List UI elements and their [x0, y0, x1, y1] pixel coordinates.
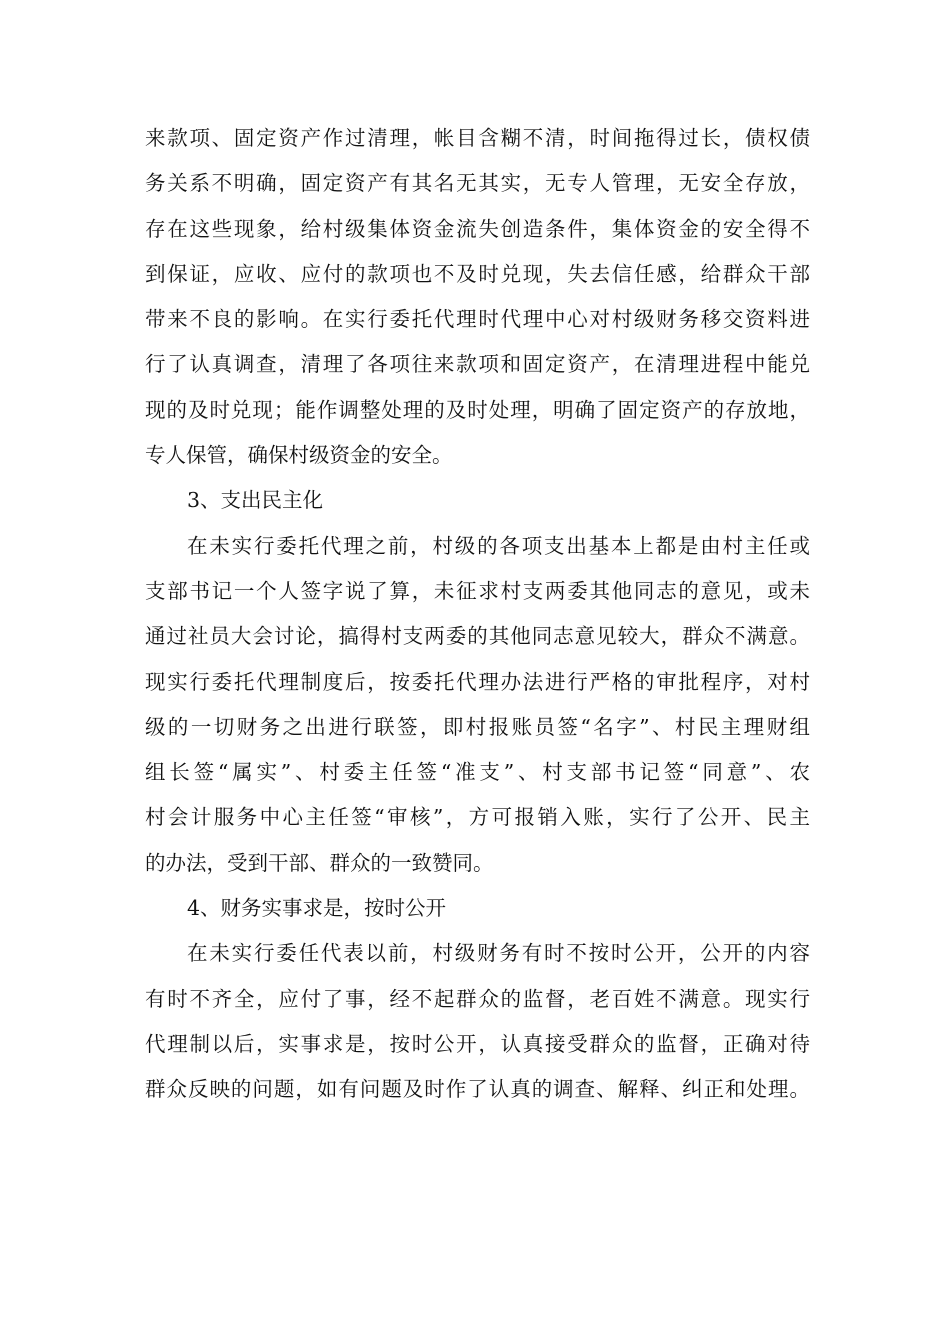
text-line: 级的一切财务之出进行联签，即村报账员签“名字”、村民主理财组	[145, 714, 810, 739]
paragraph-start-line: 在未实行委托代理之前，村级的各项支出基本上都是由村主任或	[187, 533, 810, 558]
section-heading-4: 4、财务实事求是，按时公开	[187, 896, 447, 921]
section-heading-3: 3、支出民主化	[187, 488, 324, 513]
text-line: 到保证，应收、应付的款项也不及时兑现，失去信任感，给群众干部	[145, 261, 810, 286]
text-line: 带来不良的影响。在实行委托代理时代理中心对村级财务移交资料进	[145, 307, 810, 332]
text-line: 行了认真调查，清理了各项往来款项和固定资产，在清理进程中能兑	[145, 352, 810, 377]
paragraph-start-line: 在未实行委任代表以前，村级财务有时不按时公开，公开的内容	[187, 941, 810, 966]
text-line: 代理制以后，实事求是，按时公开，认真接受群众的监督，正确对待	[145, 1031, 810, 1056]
text-line: 存在这些现象，给村级集体资金流失创造条件，集体资金的安全得不	[145, 216, 810, 241]
text-line: 村会计服务中心主任签“审核”，方可报销入账，实行了公开、民主	[145, 805, 810, 830]
text-line: 通过社员大会讨论，搞得村支两委的其他同志意见较大，群众不满意。	[145, 624, 810, 649]
text-line: 支部书记一个人签字说了算，未征求村支两委其他同志的意见，或未	[145, 578, 810, 603]
text-line: 组长签“属实”、村委主任签“准支”、村支部书记签“同意”、农	[145, 760, 810, 785]
text-line: 现的及时兑现；能作调整处理的及时处理，明确了固定资产的存放地，	[145, 397, 810, 422]
paragraph-end-line: 的办法，受到干部、群众的一致赞同。	[145, 850, 494, 875]
text-line: 现实行委托代理制度后，按委托代理办法进行严格的审批程序，对村	[145, 669, 810, 694]
text-line: 来款项、固定资产作过清理，帐目含糊不清，时间拖得过长，债权债	[145, 126, 810, 150]
paragraph-end-line: 专人保管，确保村级资金的安全。	[145, 443, 453, 468]
document-body	[145, 116, 810, 1113]
text-line: 务关系不明确，固定资产有其名无其实，无专人管理，无安全存放，	[145, 171, 810, 196]
text-line: 群众反映的问题，如有问题及时作了认真的调查、解释、纠正和处理。	[145, 1077, 810, 1102]
text-line: 有时不齐全，应付了事，经不起群众的监督，老百姓不满意。现实行	[145, 986, 810, 1011]
